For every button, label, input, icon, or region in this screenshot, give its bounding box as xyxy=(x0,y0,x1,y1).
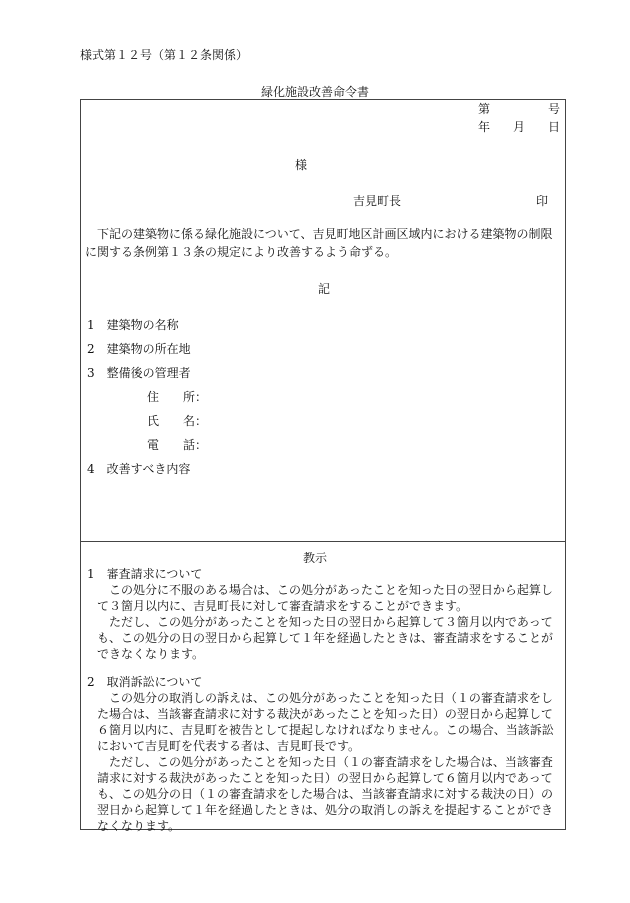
notice-s2-line: 翌日から起算して１年を経過したときは、処分の取消しの訴えを提起することができ xyxy=(97,803,554,817)
notice-s1-line: ただし、この処分があったことを知った日の翌日から起算して３箇月以内であって xyxy=(109,615,553,629)
notice-s1-line: も、この処分の日の翌日から起算して１年を経過したときは、審査請求をすることが xyxy=(97,631,554,645)
order-text-line-1: 下記の建築物に係る緑化施設について、吉見町地区計画区域内における建築物の制限 xyxy=(97,227,553,241)
notice-s2-line: 請求に対する裁決があったことを知った日）の翌日から起算して６箇月以内であって xyxy=(97,771,553,785)
form-number-label: 様式第１２号（第１２条関係） xyxy=(80,48,249,62)
notice-s2-line: なくなります。 xyxy=(97,819,181,833)
notice-s1-line: この処分に不服のある場合は、この処分があったことを知った日の翌日から起算し xyxy=(109,583,553,597)
notice-s2-line: ただし、この処分があったことを知った日（１の審査請求をした場合は、当該審査 xyxy=(109,755,553,769)
date-day: 日 xyxy=(548,120,561,134)
item-manager: 3 整備後の管理者 xyxy=(87,366,191,380)
seal-mark: 印 xyxy=(536,194,549,208)
notice-divider xyxy=(80,541,566,542)
date-month: 月 xyxy=(513,120,526,134)
item-building-location: 2 建築物の所在地 xyxy=(87,342,191,356)
notice-s2-line: も、この処分の日（１の審査請求をした場合は、当該審査請求に対する裁決の日）の xyxy=(97,787,554,801)
item-building-name: 1 建築物の名称 xyxy=(87,318,179,332)
manager-name-label: 氏 名： xyxy=(147,414,208,428)
notice-title: 教示 xyxy=(302,551,327,565)
addressee-suffix: 様 xyxy=(295,158,308,172)
notice-s2-line: において吉見町を代表する者は、吉見町長です。 xyxy=(97,739,361,753)
number-prefix: 第 xyxy=(478,102,491,116)
document-title: 緑化施設改善命令書 xyxy=(260,85,369,99)
notice-section2-heading: 2 取消訴訟について xyxy=(87,675,203,689)
manager-address-label: 住 所： xyxy=(147,390,208,404)
date-year: 年 xyxy=(478,120,491,134)
notice-section1-heading: 1 審査請求について xyxy=(87,567,203,581)
notice-s2-line: た場合は、当該審査請求に対する裁決があったことを知った日）の翌日から起算して xyxy=(97,707,553,721)
notice-s1-line: できなくなります。 xyxy=(97,647,205,661)
order-text-line-2: に関する条例第１３条の規定により改善するよう命ずる。 xyxy=(85,245,398,259)
manager-phone-label: 電 話： xyxy=(147,438,208,452)
number-suffix: 号 xyxy=(548,102,561,116)
ki-heading: 記 xyxy=(318,282,331,296)
notice-s2-line: この処分の取消しの訴えは、この処分があったことを知った日（１の審査請求をし xyxy=(109,691,553,705)
item-improvement-content: 4 改善すべき内容 xyxy=(87,462,191,476)
notice-s1-line: て３箇月以内に、吉見町長に対して審査請求をすることができます。 xyxy=(97,599,469,613)
notice-s2-line: ６箇月以内に、吉見町を被告として提起しなければなりません。この場合、当該訴訟 xyxy=(97,723,554,737)
issuer-name: 吉見町長 xyxy=(353,194,402,208)
